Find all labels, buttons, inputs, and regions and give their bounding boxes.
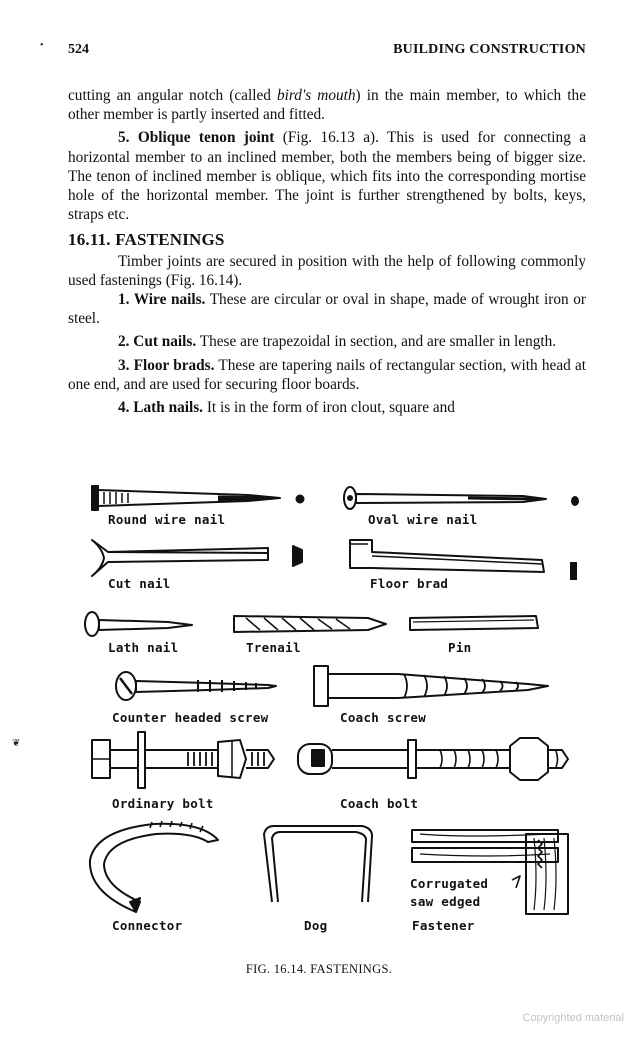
paragraph-intro: Timber joints are secured in position with the help of following commonly used fastenings (Fig. 16.14). [68, 252, 586, 289]
label-floor-brad: Floor brad [370, 576, 449, 591]
floor-brad-drawing [350, 540, 577, 580]
label-ordinary-bolt: Ordinary bolt [112, 796, 214, 811]
body-text [68, 86, 586, 421]
oval-wire-nail-drawing [344, 487, 579, 509]
label-cut-nail: Cut nail [108, 576, 171, 591]
label-fastener: Fastener [412, 918, 475, 933]
scan-speck: • [40, 40, 44, 51]
counter-headed-screw-drawing [116, 672, 276, 700]
paragraph-continued: cutting an angular notch (called bird's mouth) in the main member, to which the other member is partly inserted and fitted. [68, 87, 586, 124]
trenail-drawing [234, 616, 386, 632]
label-connector: Connector [112, 918, 183, 933]
watermark: Copyrighted material [522, 1012, 624, 1024]
label-round-wire-nail: Round wire nail [108, 512, 226, 527]
lath-nail-drawing [85, 612, 192, 636]
ordinary-bolt-drawing [92, 732, 274, 788]
page-header [68, 42, 586, 62]
cut-nail-drawing [92, 540, 302, 576]
label-coach-screw: Coach screw [340, 710, 427, 725]
dog-drawing [264, 826, 372, 902]
fastenings-figure [68, 478, 608, 948]
label-dog: Dog [304, 918, 328, 933]
item-wire-nails: 1. Wire nails. These are circular or oval in shape, made of wrought iron or steel. [68, 291, 586, 328]
label-trenail: Trenail [246, 640, 301, 655]
label-pin: Pin [448, 640, 472, 655]
running-title: BUILDING CONSTRUCTION [393, 42, 586, 57]
section-heading: 16.11. FASTENINGS [68, 230, 225, 250]
label-oval-wire-nail: Oval wire nail [368, 512, 478, 527]
paragraph-oblique-tenon: 5. Oblique tenon joint (Fig. 16.13 a). This is used for connecting a horizontal member to an inclined member, both the members being of bigger size. The tenon of inclined member is oblique, which fits into the corresponding mortise hole of the horizontal member. The joint is further strengthened by bolts, keys, straps etc. [68, 129, 586, 224]
label-counter-headed-screw: Counter headed screw [112, 710, 269, 725]
coach-bolt-drawing [298, 738, 568, 780]
label-coach-bolt: Coach bolt [340, 796, 419, 811]
item-lath-nails: 4. Lath nails. It is in the form of iron clout, square and [118, 399, 455, 417]
connector-drawing [90, 821, 218, 912]
pin-drawing [410, 616, 538, 630]
label-corrugated: Corrugated [410, 876, 489, 891]
scan-speck: ❦ [12, 738, 21, 749]
round-wire-nail-drawing [92, 486, 305, 510]
label-lath-nail: Lath nail [108, 640, 179, 655]
page-number: 524 [68, 42, 89, 57]
item-floor-brads: 3. Floor brads. These are tapering nails of rectangular section, with head at one end, and are used for securing floor boards. [68, 356, 586, 393]
label-saw-edged: saw edged [410, 894, 481, 909]
figure-caption: FIG. 16.14. FASTENINGS. [245, 962, 393, 976]
coach-screw-drawing [314, 666, 548, 706]
item-cut-nails: 2. Cut nails. These are trapezoidal in section, and are smaller in length. [118, 333, 557, 351]
